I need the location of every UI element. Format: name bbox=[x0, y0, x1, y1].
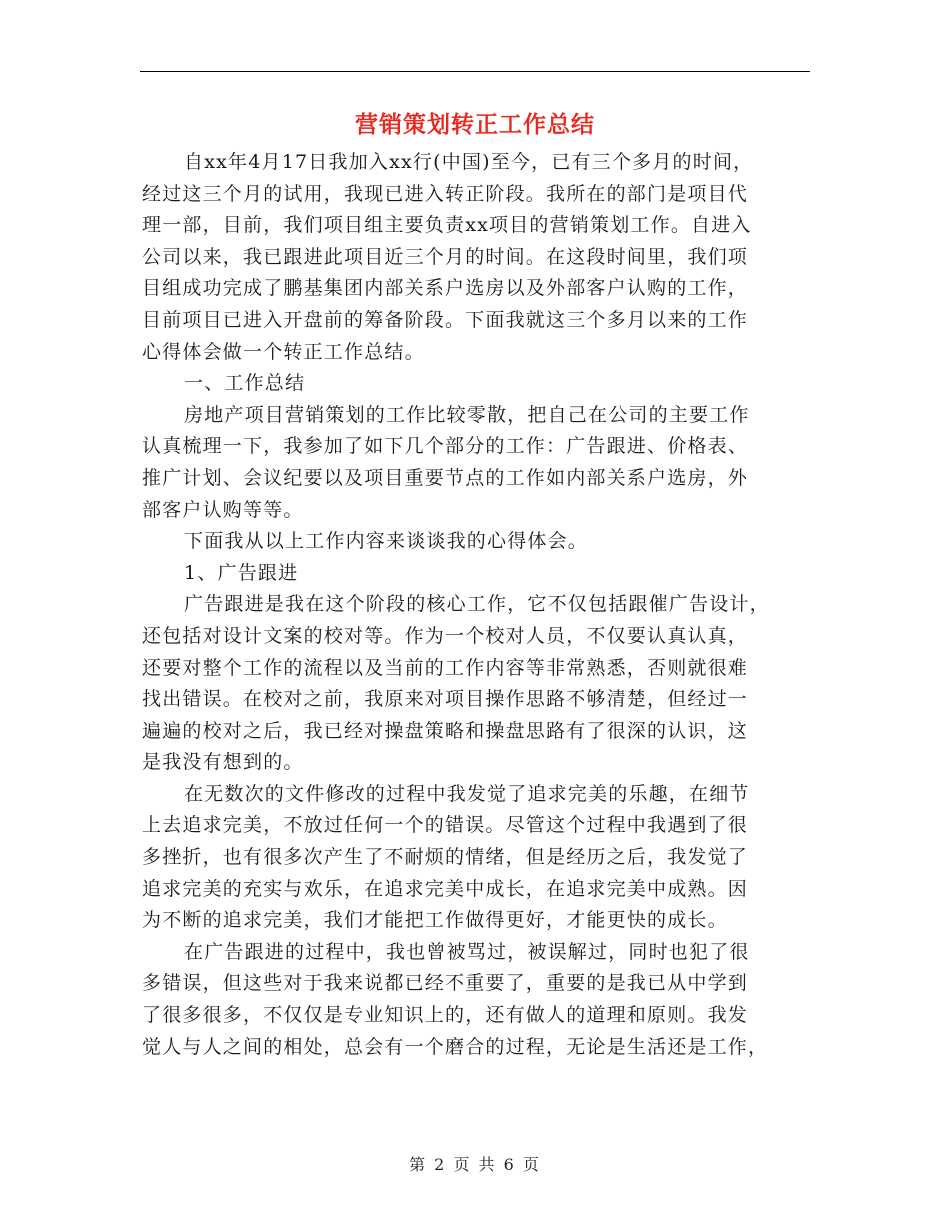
body-line: 心得体会做一个转正工作总结。 bbox=[142, 340, 425, 363]
body-line: 还要对整个工作的流程以及当前的工作内容等非常熟悉，否则就很难 bbox=[142, 656, 749, 679]
body-line: 理一部，目前，我们项目组主要负责xx项目的营销策划工作。自进入 bbox=[142, 214, 752, 237]
body-line: 房地产项目营销策划的工作比较零散，把自己在公司的主要工作 bbox=[184, 403, 750, 426]
body-line: 上去追求完美，不放过任何一个的错误。尽管这个过程中我遇到了很 bbox=[142, 814, 749, 837]
body-line: 在无数次的文件修改的过程中我发觉了追求完美的乐趣，在细节 bbox=[184, 782, 750, 805]
body-line: 多错误，但这些对于我来说都已经不重要了，重要的是我已从中学到 bbox=[142, 972, 749, 995]
body-line: 广告跟进是我在这个阶段的核心工作，它不仅包括跟催广告设计， bbox=[184, 593, 770, 616]
body-line: 公司以来，我已跟进此项目近三个月的时间。在这段时间里，我们项 bbox=[142, 245, 749, 268]
body-line: 经过这三个月的试用，我现已进入转正阶段。我所在的部门是项目代 bbox=[142, 182, 749, 205]
body-line: 遍遍的校对之后，我已经对操盘策略和操盘思路有了很深的认识，这 bbox=[142, 719, 749, 742]
body-line: 为不断的追求完美，我们才能把工作做得更好，才能更快的成长。 bbox=[142, 909, 728, 932]
section-heading: 一、工作总结 bbox=[184, 372, 306, 395]
body-line: 还包括对设计文案的校对等。作为一个校对人员，不仅要认真认真， bbox=[142, 624, 749, 647]
body-line: 多挫折，也有很多次产生了不耐烦的情绪，但是经历之后，我发觉了 bbox=[142, 846, 749, 869]
page-footer: 第 2 页 共 6 页 bbox=[409, 1155, 541, 1174]
body-line: 追求完美的充实与欢乐，在追求完美中成长，在追求完美中成熟。因 bbox=[142, 877, 749, 900]
body-line: 觉人与人之间的相处，总会有一个磨合的过程，无论是生活还是工作， bbox=[142, 1035, 769, 1058]
header-rule bbox=[140, 71, 810, 72]
body-line: 部客户认购等等。 bbox=[142, 498, 304, 521]
body-line: 了很多很多，不仅仅是专业知识上的，还有做人的道理和原则。我发 bbox=[142, 1004, 749, 1027]
body-line: 推广计划、会议纪要以及项目重要节点的工作如内部关系户选房，外 bbox=[142, 466, 749, 489]
body-line: 目前项目已进入开盘前的筹备阶段。下面我就这三个多月以来的工作 bbox=[142, 308, 749, 331]
document-title: 营销策划转正工作总结 bbox=[355, 111, 595, 138]
body-line: 是我没有想到的。 bbox=[142, 751, 304, 774]
body-line: 找出错误。在校对之前，我原来对项目操作思路不够清楚，但经过一 bbox=[142, 688, 749, 711]
subsection-heading: 1、广告跟进 bbox=[184, 561, 299, 584]
body-line: 自xx年4月17日我加入xx行(中国)至今，已有三个多月的时间， bbox=[184, 151, 754, 173]
body-line: 在广告跟进的过程中，我也曾被骂过，被误解过，同时也犯了很 bbox=[184, 940, 750, 963]
body-line: 目组成功完成了鹏基集团内部关系户选房以及外部客户认购的工作， bbox=[142, 277, 749, 300]
body-line: 认真梳理一下，我参加了如下几个部分的工作：广告跟进、价格表、 bbox=[142, 435, 749, 458]
document-body bbox=[142, 147, 808, 1063]
body-line: 下面我从以上工作内容来谈谈我的心得体会。 bbox=[184, 530, 589, 553]
